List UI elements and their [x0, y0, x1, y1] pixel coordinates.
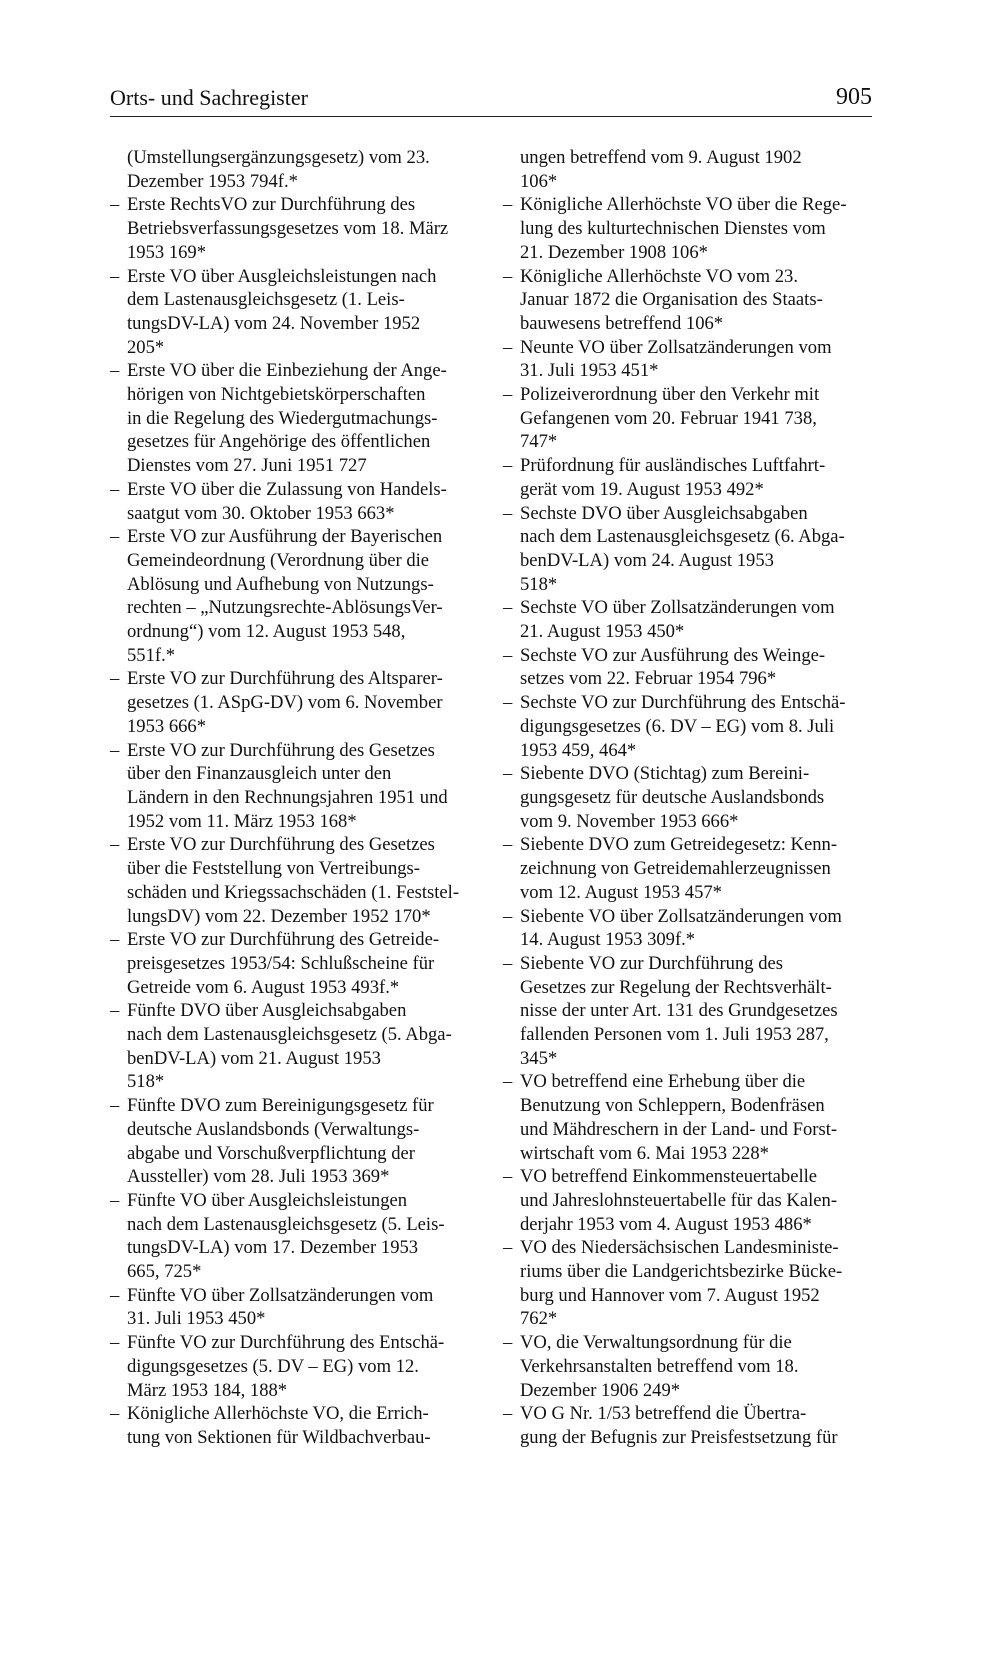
index-entry-line: – Fünfte VO über Zollsatzänderungen vom: [127, 1284, 434, 1306]
index-entry-line: Betriebsverfassungsgesetzes vom 18. März: [127, 218, 449, 240]
index-entry-line: Dezember 1953 794f.*: [127, 170, 298, 192]
index-entry-line: – VO des Niedersächsischen Landesministe-: [520, 1237, 839, 1259]
index-entry-line: Getreide vom 6. August 1953 493f.*: [127, 976, 400, 998]
index-entry: [503, 691, 875, 762]
index-entry-line: riums über die Landgerichtsbezirke Bücke-: [520, 1261, 843, 1283]
index-entry: [110, 1331, 482, 1402]
index-entry-line: über die Feststellung von Vertreibungs-: [127, 858, 420, 880]
index-entry-line: Januar 1872 die Organisation des Staats-: [520, 289, 823, 311]
index-entry: [110, 146, 482, 193]
index-entry-line: ungen betreffend vom 9. August 1902: [520, 147, 802, 168]
index-column-right: [503, 146, 875, 1450]
index-entry: [503, 1165, 875, 1236]
index-entry-line: – Erste VO zur Durchführung des Gesetzes: [127, 834, 435, 856]
index-entry-line: 518*: [127, 1071, 165, 1093]
index-entry-line: 1953 459, 464*: [520, 739, 637, 761]
index-entry-line: Dienstes vom 27. Juni 1951 727: [127, 455, 367, 477]
index-entry-line: – Königliche Allerhöchste VO vom 23.: [520, 265, 799, 287]
index-entry-line: Aussteller) vom 28. Juli 1953 369*: [127, 1166, 390, 1188]
index-entry: [503, 952, 875, 1071]
index-entry-line: – VO betreffend Einkommensteuertabelle: [520, 1166, 818, 1188]
index-entry-line: hörigen von Nichtgebietskörperschaften: [127, 384, 426, 406]
index-entry-line: Verkehrsanstalten betreffend vom 18.: [520, 1355, 799, 1377]
index-entry-line: – Königliche Allerhöchste VO, die Errich-: [127, 1403, 429, 1425]
index-entry-line: nisse der unter Art. 131 des Grundgesetzes: [520, 1000, 838, 1022]
index-entry: [503, 833, 875, 904]
index-entry-line: lungsDV) vom 22. Dezember 1952 170*: [127, 905, 431, 927]
index-entry: [503, 1331, 875, 1402]
index-entry-line: gungsgesetz für deutsche Auslandsbonds: [520, 786, 825, 808]
index-entry-line: 762*: [520, 1308, 558, 1330]
index-entry-line: preisgesetzes 1953/54: Schlußscheine für: [127, 952, 435, 974]
index-entry: [110, 833, 482, 928]
index-entry-line: – Neunte VO über Zollsatzänderungen vom: [520, 336, 832, 358]
index-entry-line: wirtschaft vom 6. Mai 1953 228*: [520, 1142, 769, 1164]
index-entry-line: 21. August 1953 450*: [520, 621, 685, 643]
index-entry-line: – Sechste DVO über Ausgleichsabgaben: [520, 502, 808, 524]
index-entry-line: – Sechste VO zur Durchführung des Entschä-: [520, 692, 846, 714]
index-entry-line: schäden und Kriegssachschäden (1. Feststel-: [127, 881, 460, 903]
index-entry: [110, 478, 482, 525]
index-entry: [110, 1094, 482, 1189]
index-entry: [110, 928, 482, 999]
index-entry-line: lung des kulturtechnischen Dienstes vom: [520, 218, 826, 240]
index-entry-line: (Umstellungsergänzungsgesetz) vom 23.: [127, 147, 430, 168]
index-entry-line: 665, 725*: [127, 1261, 202, 1283]
index-entry-line: dem Lastenausgleichsgesetz (1. Leis-: [127, 289, 405, 311]
index-entry-line: Ablösung und Aufhebung von Nutzungs-: [127, 573, 434, 595]
index-entry-line: Gesetzes zur Regelung der Rechtsverhält-: [520, 976, 832, 998]
page-title: Orts- und Sachregister: [110, 85, 308, 110]
index-entry-line: ordnung“) vom 12. August 1953 548,: [127, 621, 406, 643]
index-entry: [110, 1284, 482, 1331]
index-entry-line: – Siebente DVO zum Getreidegesetz: Kenn-: [520, 834, 838, 856]
index-entry-line: Benutzung von Schleppern, Bodenfräsen: [520, 1095, 825, 1117]
index-entry-line: nach dem Lastenausgleichsgesetz (5. Leis-: [127, 1213, 445, 1235]
index-entry-line: – Fünfte VO über Ausgleichsleistungen: [127, 1189, 408, 1211]
index-entry: [503, 1070, 875, 1165]
index-entry-line: – Siebente DVO (Stichtag) zum Bereini-: [520, 763, 810, 785]
index-entry-line: benDV-LA) vom 21. August 1953: [127, 1047, 381, 1069]
index-entry: [503, 762, 875, 833]
index-entry-line: derjahr 1953 vom 4. August 1953 486*: [520, 1213, 812, 1235]
index-entry: [503, 1402, 875, 1449]
index-entry: [503, 193, 875, 264]
index-entry-line: 1952 vom 11. März 1953 168*: [127, 810, 357, 832]
index-entry: [110, 999, 482, 1094]
index-entry-line: – Erste VO über Ausgleichsleistungen nach: [127, 265, 437, 287]
index-entry-line: 1953 169*: [127, 241, 207, 263]
index-entry-line: – Polizeiverordnung über den Verkehr mit: [520, 384, 820, 406]
index-entry: [110, 1189, 482, 1284]
index-entry-line: und Jahreslohnsteuertabelle für das Kalen-: [520, 1189, 838, 1211]
index-entry-line: – VO G Nr. 1/53 betreffend die Übertra-: [520, 1403, 807, 1425]
index-entry-line: tungsDV-LA) vom 17. Dezember 1953: [127, 1237, 419, 1259]
index-entry-line: – Fünfte DVO über Ausgleichsabgaben: [127, 1000, 407, 1022]
index-entry-line: – Fünfte DVO zum Bereinigungsgesetz für: [127, 1095, 434, 1117]
index-entry-line: – Fünfte VO zur Durchführung des Entschä-: [127, 1332, 445, 1354]
index-entry: [503, 146, 875, 193]
index-entry: [110, 359, 482, 478]
index-entry-line: 31. Juli 1953 450*: [127, 1308, 266, 1330]
index-entry-line: gesetzes für Angehörige des öffentlichen: [127, 431, 431, 453]
index-entry: [503, 265, 875, 336]
index-entry: [503, 502, 875, 597]
index-entry: [503, 905, 875, 952]
index-entry-line: Dezember 1906 249*: [520, 1379, 681, 1401]
index-entry-line: über den Finanzausgleich unter den: [127, 763, 392, 785]
index-entry: [110, 265, 482, 360]
index-entry-line: 205*: [127, 336, 165, 358]
page-header: [110, 82, 872, 117]
index-entry-line: bauwesens betreffend 106*: [520, 312, 724, 334]
index-entry-line: – Königliche Allerhöchste VO über die Rege-: [520, 194, 847, 216]
index-entry-line: gerät vom 19. August 1953 492*: [520, 478, 764, 500]
index-entry: [503, 336, 875, 383]
index-entry-line: und Mähdreschern in der Land- und Forst-: [520, 1118, 838, 1140]
index-entry-line: vom 9. November 1953 666*: [520, 810, 739, 832]
index-entry-line: tungsDV-LA) vom 24. November 1952: [127, 312, 421, 334]
index-entry-line: deutsche Auslandsbonds (Verwaltungs-: [127, 1118, 420, 1140]
index-entry-line: gung der Befugnis zur Preisfestsetzung für: [520, 1426, 838, 1448]
index-entry-line: – Erste VO zur Durchführung des Altsparer-: [127, 668, 443, 690]
index-entry: [503, 454, 875, 501]
index-entry-line: – Sechste VO zur Ausführung des Weinge-: [520, 644, 826, 666]
index-entry-line: 106*: [520, 170, 558, 192]
index-entry-line: gesetzes (1. ASpG-DV) vom 6. November: [127, 692, 443, 714]
index-entry-line: – VO, die Verwaltungsordnung für die: [520, 1332, 792, 1354]
index-entry-line: 14. August 1953 309f.*: [520, 929, 696, 951]
index-entry-line: fallenden Personen vom 1. Juli 1953 287,: [520, 1024, 829, 1046]
index-entry-line: – Erste VO über die Einbeziehung der Ange-: [127, 360, 447, 382]
index-entry: [503, 644, 875, 691]
index-entry-line: – Sechste VO über Zollsatzänderungen vom: [520, 597, 835, 619]
index-entry-line: – Siebente VO zur Durchführung des: [520, 952, 783, 974]
index-entry-line: Gefangenen vom 20. Februar 1941 738,: [520, 407, 817, 429]
index-entry: [110, 193, 482, 264]
index-entry-line: März 1953 184, 188*: [127, 1379, 288, 1401]
index-entry-line: 747*: [520, 431, 558, 453]
index-entry-line: – Erste VO über die Zulassung von Handels-: [127, 478, 447, 500]
index-entry-line: setzes vom 22. Februar 1954 796*: [520, 668, 777, 690]
index-entry-line: 21. Dezember 1908 106*: [520, 241, 708, 263]
index-entry: [110, 667, 482, 738]
index-entry-line: 31. Juli 1953 451*: [520, 360, 659, 382]
index-entry: [503, 383, 875, 454]
index-entry-line: 1953 666*: [127, 715, 207, 737]
index-entry-line: rechten – „Nutzungsrechte-AblösungsVer-: [127, 597, 443, 619]
index-entry-line: – Erste VO zur Durchführung des Gesetzes: [127, 739, 435, 761]
index-entry: [503, 596, 875, 643]
index-entry-line: saatgut vom 30. Oktober 1953 663*: [127, 502, 395, 524]
index-entry-line: benDV-LA) vom 24. August 1953: [520, 549, 774, 571]
index-entry-line: nach dem Lastenausgleichsgesetz (5. Abga-: [127, 1024, 452, 1046]
index-entry-line: – VO betreffend eine Erhebung über die: [520, 1071, 806, 1093]
index-entry-line: – Prüfordnung für ausländisches Luftfahrt-: [520, 455, 826, 477]
index-entry-line: in die Regelung des Wiedergutmachungs-: [127, 407, 438, 429]
index-entry: [503, 1236, 875, 1331]
index-entry-line: tung von Sektionen für Wildbachverbau-: [127, 1426, 431, 1448]
index-entry: [110, 525, 482, 667]
index-entry-line: – Erste VO zur Durchführung des Getreide-: [127, 929, 440, 951]
index-entry-line: zeichnung von Getreidemahlerzeugnissen: [520, 858, 831, 880]
index-entry-line: 518*: [520, 573, 558, 595]
page-number: 905: [836, 84, 872, 110]
index-entry: [110, 739, 482, 834]
index-entry-line: Gemeindeordnung (Verordnung über die: [127, 549, 430, 571]
index-entry-line: vom 12. August 1953 457*: [520, 881, 722, 903]
index-entry-line: Ländern in den Rechnungsjahren 1951 und: [127, 786, 448, 808]
index-entry-line: nach dem Lastenausgleichsgesetz (6. Abga-: [520, 526, 845, 548]
index-entry-line: burg und Hannover vom 7. August 1952: [520, 1284, 820, 1306]
index-entry-line: digungsgesetzes (5. DV – EG) vom 12.: [127, 1355, 419, 1377]
index-entry-line: abgabe und Vorschußverpflichtung der: [127, 1142, 415, 1164]
index-entry-line: 345*: [520, 1047, 558, 1069]
index-entry-line: – Erste VO zur Ausführung der Bayerischen: [127, 526, 443, 548]
index-entry: [110, 1402, 482, 1449]
index-entry-line: 551f.*: [127, 644, 176, 666]
index-entry-line: digungsgesetzes (6. DV – EG) vom 8. Juli: [520, 715, 835, 737]
index-column-left: [110, 146, 482, 1450]
index-entry-line: – Erste RechtsVO zur Durchführung des: [127, 194, 416, 216]
index-entry-line: – Siebente VO über Zollsatzänderungen vom: [520, 905, 842, 927]
